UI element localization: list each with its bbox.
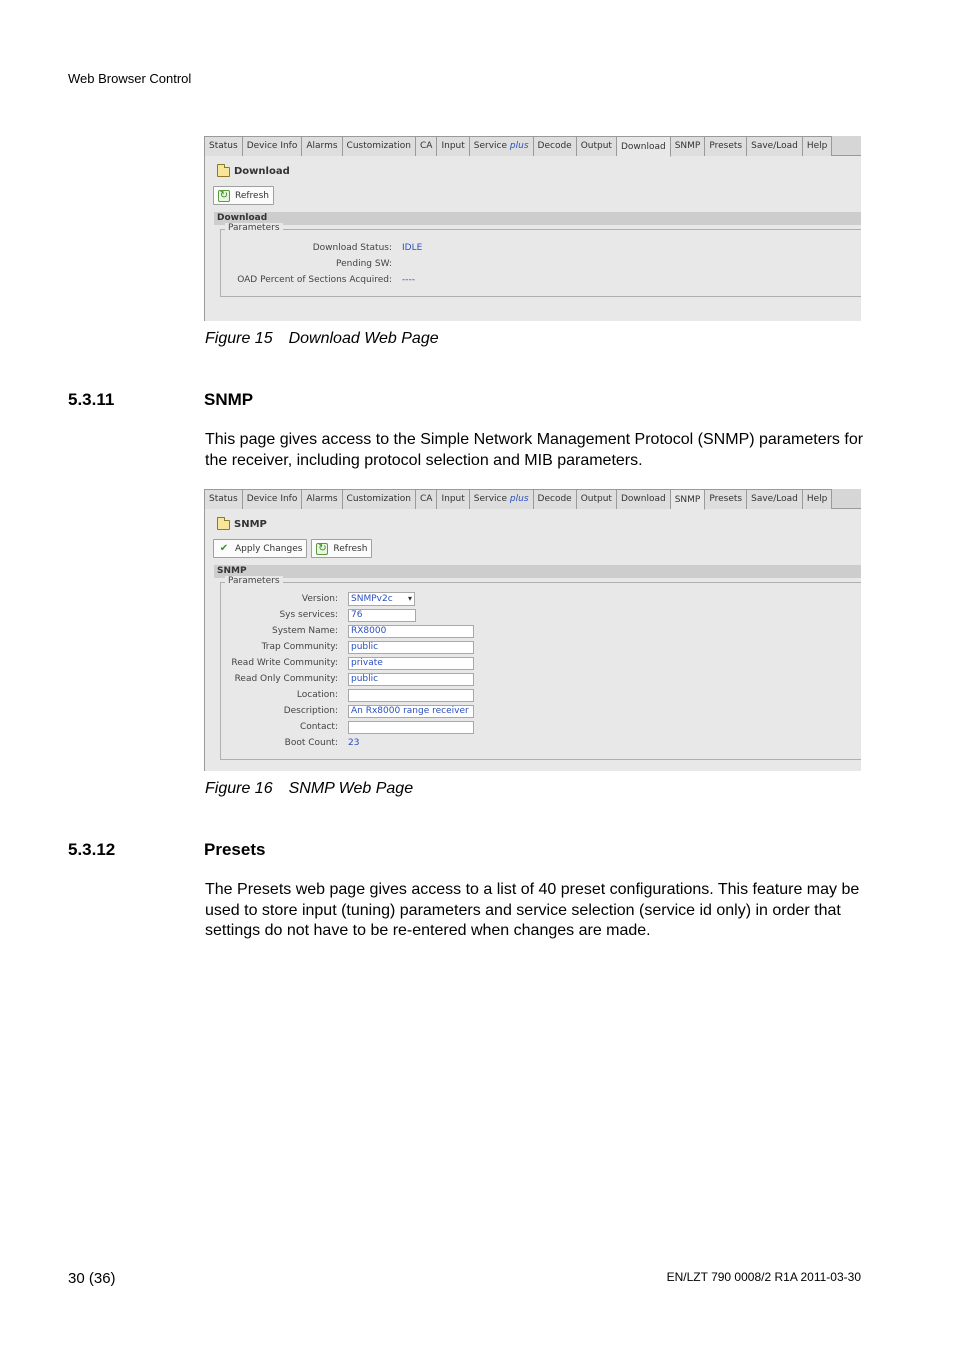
read-write-community-input[interactable]: private bbox=[348, 657, 474, 670]
tab-ca[interactable]: CA bbox=[416, 489, 437, 509]
param-row: Read Only Community: public bbox=[221, 671, 861, 687]
tab-status[interactable]: Status bbox=[205, 489, 243, 509]
param-row: Sys services: 76 bbox=[221, 607, 861, 623]
refresh-icon: ↻ bbox=[219, 189, 229, 201]
section-bar: SNMP bbox=[214, 565, 861, 578]
param-row: Contact: bbox=[221, 719, 861, 735]
page-number: 30 (36) bbox=[68, 1270, 116, 1287]
document-id: EN/LZT 790 0008/2 R1A 2011-03-30 bbox=[666, 1270, 861, 1284]
sys-services-input[interactable]: 76 bbox=[348, 609, 416, 622]
page-heading bbox=[217, 166, 861, 177]
section-heading: 5.3.11 SNMP bbox=[68, 390, 254, 409]
tab-download[interactable]: Download bbox=[617, 136, 671, 157]
tab-help[interactable]: Help bbox=[803, 489, 833, 509]
tab-bar bbox=[205, 136, 861, 156]
chevron-down-icon: ▾ bbox=[407, 594, 412, 603]
oad-percent-value: ---- bbox=[402, 275, 415, 285]
figure-caption: Figure 16 SNMP Web Page bbox=[205, 780, 414, 797]
body-paragraph: The Presets web page gives access to a list of 40 preset configurations. This feature may be used to store input (tuning) parameters and service selection (service id only) in order that settings do not have to be re-entered when changes are made. bbox=[205, 881, 860, 939]
download-status-value: IDLE bbox=[402, 243, 423, 253]
figure-caption: Figure 15 Download Web Page bbox=[205, 330, 439, 347]
tab-status[interactable]: Status bbox=[205, 136, 243, 156]
param-row: Trap Community: public bbox=[221, 639, 861, 655]
page-heading bbox=[217, 519, 861, 530]
tab-customization[interactable]: Customization bbox=[343, 489, 416, 509]
body-paragraph: This page gives access to the Simple Network Management Protocol (SNMP) parameters for the receiver, including protocol selection and MIB parameters. bbox=[205, 431, 864, 469]
param-row: Description: An Rx8000 range receiver bbox=[221, 703, 861, 719]
contact-input[interactable] bbox=[348, 721, 474, 734]
tab-output[interactable]: Output bbox=[577, 136, 617, 156]
param-row: System Name: RX8000 bbox=[221, 623, 861, 639]
param-row: Download Status: IDLE bbox=[312, 243, 423, 253]
running-header: Web Browser Control bbox=[68, 71, 192, 86]
section-bar: Download bbox=[214, 212, 861, 225]
folder-icon bbox=[217, 167, 230, 177]
tab-device-info[interactable]: Device Info bbox=[243, 489, 303, 509]
tab-alarms[interactable]: Alarms bbox=[302, 489, 342, 509]
tab-device-info[interactable]: Device Info bbox=[243, 136, 303, 156]
tab-help[interactable]: Help bbox=[803, 136, 833, 156]
tab-decode[interactable]: Decode bbox=[534, 136, 577, 156]
tab-bar bbox=[205, 489, 861, 509]
fieldset-legend: Parameters bbox=[225, 576, 283, 586]
description-input[interactable]: An Rx8000 range receiver bbox=[348, 705, 474, 718]
param-row: Version: SNMPv2c ▾ bbox=[221, 591, 861, 607]
tab-download[interactable]: Download bbox=[617, 489, 671, 509]
refresh-button[interactable]: ↻ Refresh bbox=[311, 539, 372, 558]
tab-input[interactable]: Input bbox=[437, 136, 469, 156]
apply-changes-button[interactable]: ✔ Apply Changes bbox=[213, 539, 307, 558]
trap-community-input[interactable]: public bbox=[348, 641, 474, 654]
refresh-icon: ↻ bbox=[318, 542, 327, 554]
location-input[interactable] bbox=[348, 689, 474, 702]
tab-presets[interactable]: Presets bbox=[705, 489, 747, 509]
snmp-screenshot bbox=[204, 489, 861, 771]
page-title: Download bbox=[234, 166, 290, 177]
tab-alarms[interactable]: Alarms bbox=[302, 136, 342, 156]
tab-snmp[interactable]: SNMP bbox=[671, 136, 706, 156]
page-title: SNMP bbox=[234, 519, 267, 530]
param-row: OAD Percent of Sections Acquired: ---- bbox=[237, 275, 415, 285]
tab-presets[interactable]: Presets bbox=[705, 136, 747, 156]
tab-save-load[interactable]: Save/Load bbox=[747, 136, 803, 156]
read-only-community-input[interactable]: public bbox=[348, 673, 474, 686]
param-row: Boot Count: 23 bbox=[284, 738, 360, 748]
tab-service-plus[interactable]: Service plus bbox=[470, 489, 534, 509]
tab-input[interactable]: Input bbox=[437, 489, 469, 509]
tab-ca[interactable]: CA bbox=[416, 136, 437, 156]
system-name-input[interactable]: RX8000 bbox=[348, 625, 474, 638]
param-row: Location: bbox=[221, 687, 861, 703]
folder-icon bbox=[217, 520, 230, 530]
tab-customization[interactable]: Customization bbox=[343, 136, 416, 156]
download-screenshot bbox=[204, 136, 861, 321]
tab-snmp[interactable]: SNMP bbox=[671, 489, 706, 510]
section-heading: 5.3.12 Presets bbox=[68, 840, 266, 859]
boot-count-value: 23 bbox=[348, 738, 360, 748]
tab-save-load[interactable]: Save/Load bbox=[747, 489, 803, 509]
param-row: Pending SW: bbox=[336, 259, 392, 269]
refresh-button[interactable]: ↻ Refresh bbox=[213, 186, 274, 205]
tab-service-plus[interactable]: Service plus bbox=[470, 136, 534, 156]
param-row: Read Write Community: private bbox=[221, 655, 861, 671]
fieldset-legend: Parameters bbox=[225, 223, 283, 233]
tab-output[interactable]: Output bbox=[577, 489, 617, 509]
version-select[interactable]: SNMPv2c ▾ bbox=[348, 592, 415, 606]
checkmark-icon: ✔ bbox=[219, 542, 229, 554]
parameters-fieldset bbox=[220, 576, 861, 760]
parameters-fieldset bbox=[220, 223, 861, 297]
tab-decode[interactable]: Decode bbox=[534, 489, 577, 509]
